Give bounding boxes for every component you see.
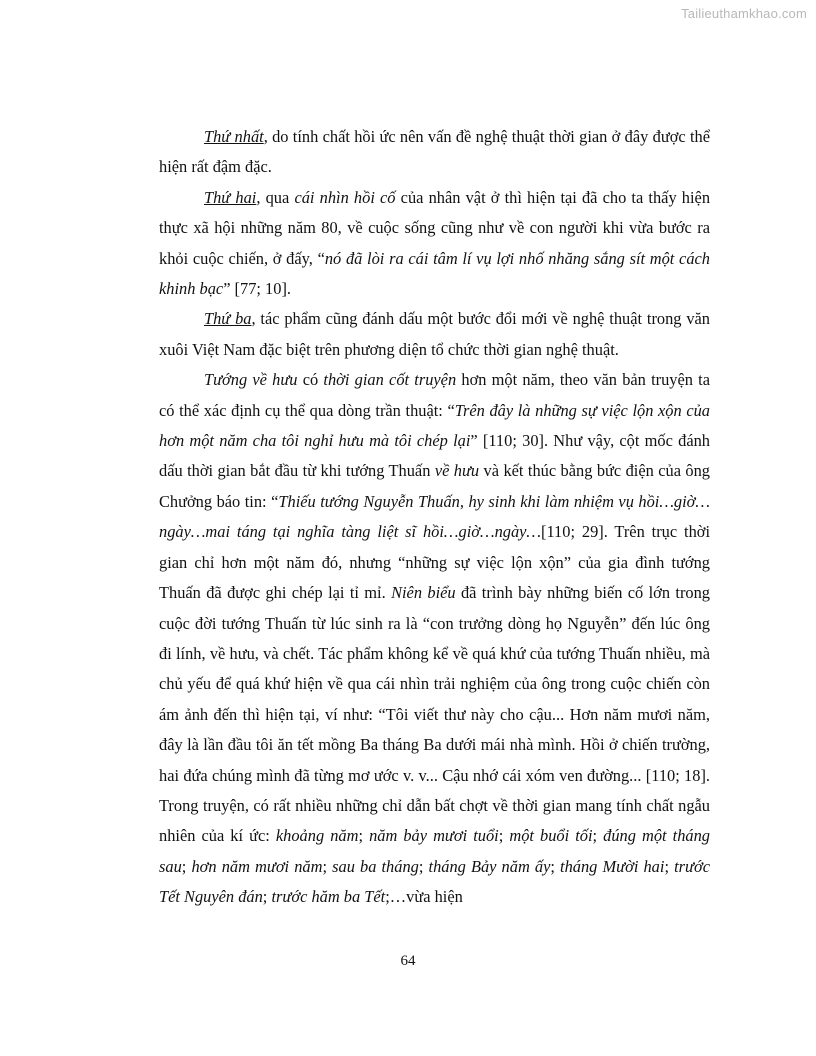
body-text: , qua [256,187,295,207]
italic-text: tháng Mười hai [560,856,665,876]
italic-text: Niên biểu [391,583,456,603]
body-text: ; [498,826,510,846]
italic-text: hơn năm mươi năm [191,856,323,876]
italic-text: sau ba tháng [332,856,419,876]
section-marker: Thứ hai [204,187,257,207]
body-text: ; [181,856,192,876]
italic-text: về hưu [434,461,480,481]
section-marker: Thứ nhất [204,127,264,146]
body-text: ; [262,887,272,907]
italic-text: Thiếu tướng Nguyễn Thuấn, hy sinh khi làm nhiệm vụ hồi…giờ…ngày…mai táng tại nghĩa tàng liệt sĩ hồi…giờ…ngày… [159,491,710,542]
paragraph [159,122,710,183]
paragraph [159,365,710,912]
section-marker: Thứ ba [204,309,252,329]
body-text: [110; 29]. Trên trục thời gian chỉ hơn một năm đó, nhưng “những sự việc lộn xộn” của gia đình tướng Thuấn đã được ghi chép lại tỉ mỉ. [159,522,710,603]
italic-text: năm bảy mươi tuổi [369,826,499,846]
body-text: ; [358,826,370,846]
watermark: Tailieuthamkhao.com [681,6,807,21]
italic-text: trước Tết Nguyên đán [159,856,711,907]
body-text: ;…vừa hiện [385,887,463,907]
italic-text: Tướng về hưu [204,370,298,390]
paragraph [159,304,710,365]
italic-text: tháng Bảy năm ấy [428,856,551,876]
body-text: ” [110; 30]. Như vậy, cột mốc đánh dấu thời gian bắt đầu từ khi tướng Thuấn [159,431,710,481]
body-text: ” [77; 10]. [223,279,292,299]
body-text: có [297,370,324,390]
italic-text: cái nhìn hồi cố [294,187,396,207]
body-text: và kết thúc bằng bức điện của ông Chưởng báo tin: “ [159,461,710,511]
italic-text: đúng một tháng sau [159,826,710,876]
italic-text: Trên đây là những sự việc lộn xộn của hơn một năm cha tôi nghỉ hưu mà tôi chép lại [159,400,710,451]
body-text: , do tính chất hồi ức nên vấn đề nghệ thuật thời gian ở đây được thể hiện rất đậm đặc. [159,127,710,177]
body-text: ; [592,826,604,846]
page-number: 64 [400,953,416,969]
paragraph [159,183,710,305]
body-text: ; [418,856,429,876]
body-text: đã trình bày những biến cố lớn trong cuộc đời tướng Thuấn từ lúc sinh ra là “con trưởng dòng họ Nguyễn” đến lúc ông đi lính, về hưu, và chết. Tác phẩm không kể về quá khứ của tướng Thuấn nhiều, mà chủ yếu để quá khứ hiện về qua cái nhìn trải nghiệm của ông trong cuộc chiến còn ám ảnh đến thì hiện tại, ví như: “Tôi viết thư này cho cậu... Hơn năm mươi năm, đây là lần đầu tôi ăn tết mồng Ba tháng Ba dưới mái nhà mình. Hồi ở chiến trường, hai đứa chúng mình đã từng mơ ước v. v... Cậu nhớ cái xóm ven đường... [110; 18]. Trong truyện, có rất nhiều những chỉ dẫn bất chợt về thời gian mang tính chất ngẫu nhiên của kí ức: [159,583,710,846]
body-text: ; [664,856,675,876]
body-text: của nhân vật ở thì hiện tại đã cho ta thấy hiện thực xã hội những năm 80, về cuộc sống cũng như về con người khi vừa bước ra khỏi cuộc chiến, ở đấy, “ [159,187,711,268]
body-text: ; [322,856,333,876]
italic-text: nó đã lòi ra cái tâm lí vụ lợi nhố nhăng sắng sít một cách khinh bạc [159,248,710,299]
italic-text: thời gian cốt truyện [323,370,457,390]
body-text: ; [550,856,561,876]
body-text: , tác phẩm cũng đánh dấu một bước đổi mới về nghệ thuật trong văn xuôi Việt Nam đặc biệt trên phương diện tổ chức thời gian nghệ thuật. [159,309,710,359]
page-body [159,122,710,913]
italic-text: khoảng năm [275,826,359,846]
italic-text: trước hăm ba Tết [271,887,386,907]
italic-text: một buổi tối [509,826,593,846]
body-text: hơn một năm, theo văn bản truyện ta có thể xác định cụ thể qua dòng trần thuật: “ [159,370,710,420]
